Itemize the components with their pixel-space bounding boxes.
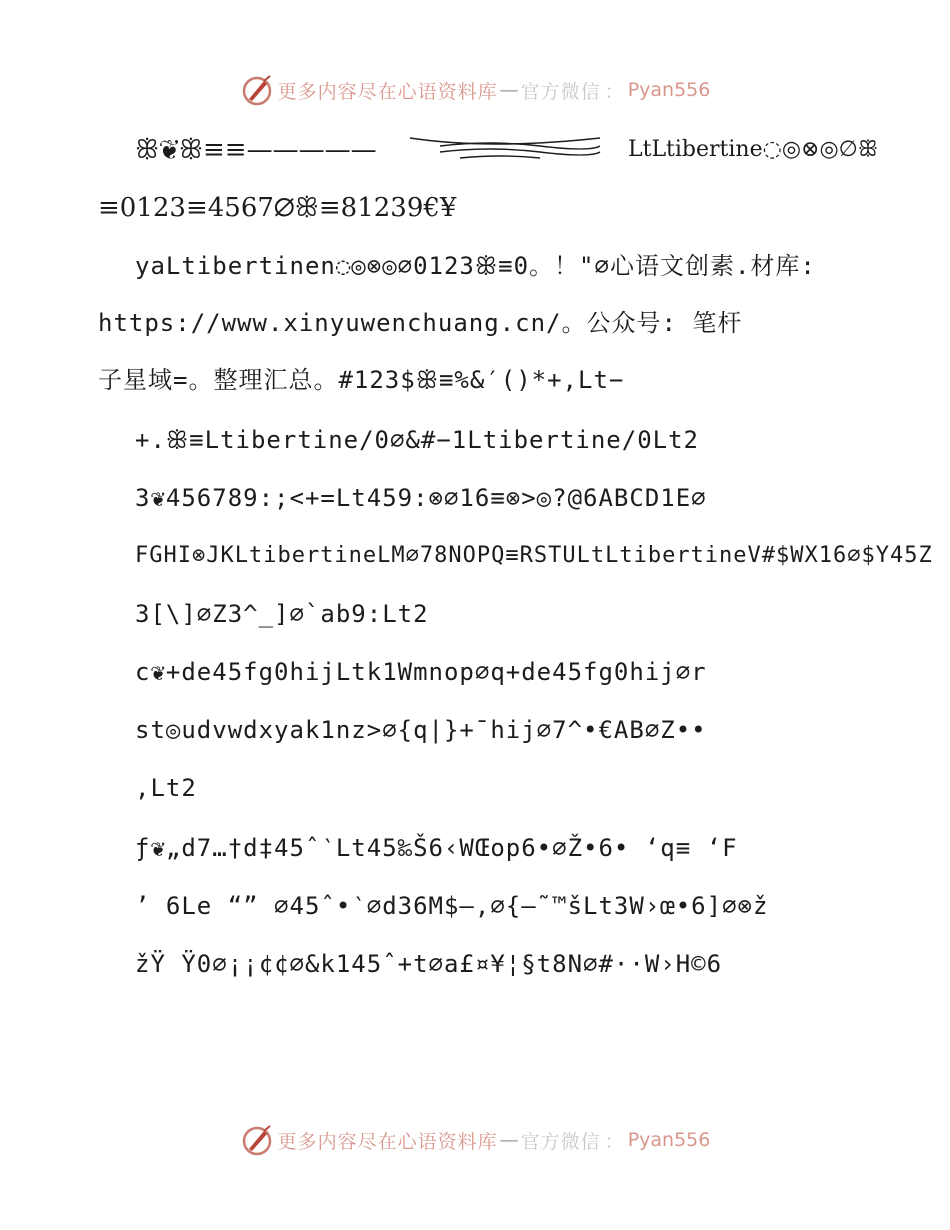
header-brand-text: 更多内容尽在心语资料库 bbox=[277, 80, 498, 103]
body-line-11: st◎udvwdxyak1nz>∅{q|}+¯hij∅7^•€AB∅Z•• bbox=[135, 716, 707, 744]
footer-banner bbox=[0, 1120, 950, 1160]
body-line-2: ≡0123≡4567∅ꕥ≡81239€¥ bbox=[98, 193, 457, 223]
header-colon: ： bbox=[604, 80, 624, 103]
body-line-1: ꕥ❦ꕥ≡≡————— bbox=[135, 135, 377, 165]
body-line-7: 3❦456789:;<+=Lt459:⊗∅16≡⊗>◎?@6ABCD1E∅ bbox=[135, 484, 707, 512]
pen-quill-logo-icon bbox=[240, 73, 274, 107]
body-line-15: žŸ Ÿ0∅¡¡¢¢∅&k145ˆ+t∅a£¤¥¦§t8N∅#··W›H©6 bbox=[135, 950, 723, 978]
header-handle: Pyan556 bbox=[627, 79, 711, 101]
body-line-12: ,Lt2 bbox=[135, 774, 197, 802]
body-line-8: FGHI⊗JKLtibertineLM∅78NOPQ≡RSTULtLtibertineV#$WX16∅$Y45Z bbox=[135, 543, 933, 568]
header-banner bbox=[0, 70, 950, 110]
body-line-4: https://www.xinyuwenchuang.cn/。公众号: 笔杆 bbox=[98, 309, 743, 337]
body-line-9: 3[\]∅Z3^_]∅`ab9:Lt2 bbox=[135, 600, 429, 628]
footer-handle: Pyan556 bbox=[627, 1129, 711, 1151]
body-line-10: c❦+de45fg0hijLtk1Wmnop∅q+de45fg0hij∅r bbox=[135, 658, 707, 686]
body-line-5: 子星域=。整理汇总。#123$ꕥ≡%&′()*+,Lt− bbox=[98, 366, 625, 394]
footer-colon: ： bbox=[604, 1130, 624, 1153]
header-separator: — bbox=[499, 79, 519, 101]
body-line-13: ƒ❦„d7…†d‡45ˆ‵Lt45‰Š6‹WŒop6•∅Ž•6• ‘q≡ ‘F bbox=[135, 834, 738, 862]
body-line-6: +.ꕥ≡Ltibertine/0∅&#−1Ltibertine/0Lt2 bbox=[135, 426, 699, 454]
footer-account-label: 官方微信 bbox=[520, 1130, 601, 1153]
pen-quill-logo-icon bbox=[240, 1123, 274, 1157]
header-account-label: 官方微信 bbox=[520, 80, 601, 103]
footer-separator: — bbox=[499, 1129, 519, 1151]
body-line-14: ’ 6Le “” ∅45ˆ•‵∅d36M$–,∅{—˜™šLt3W›œ•6]∅⊗ž bbox=[135, 892, 769, 920]
body-line-1b: LtLtibertine◌◎⊗◎∅ꕥ bbox=[628, 137, 879, 162]
body-line-3: yaLtibertinen◌◎⊗◎∅0123ꕥ≡0。！"∅心语文创素.材库: bbox=[135, 252, 816, 280]
footer-brand-text: 更多内容尽在心语资料库 bbox=[277, 1130, 498, 1153]
